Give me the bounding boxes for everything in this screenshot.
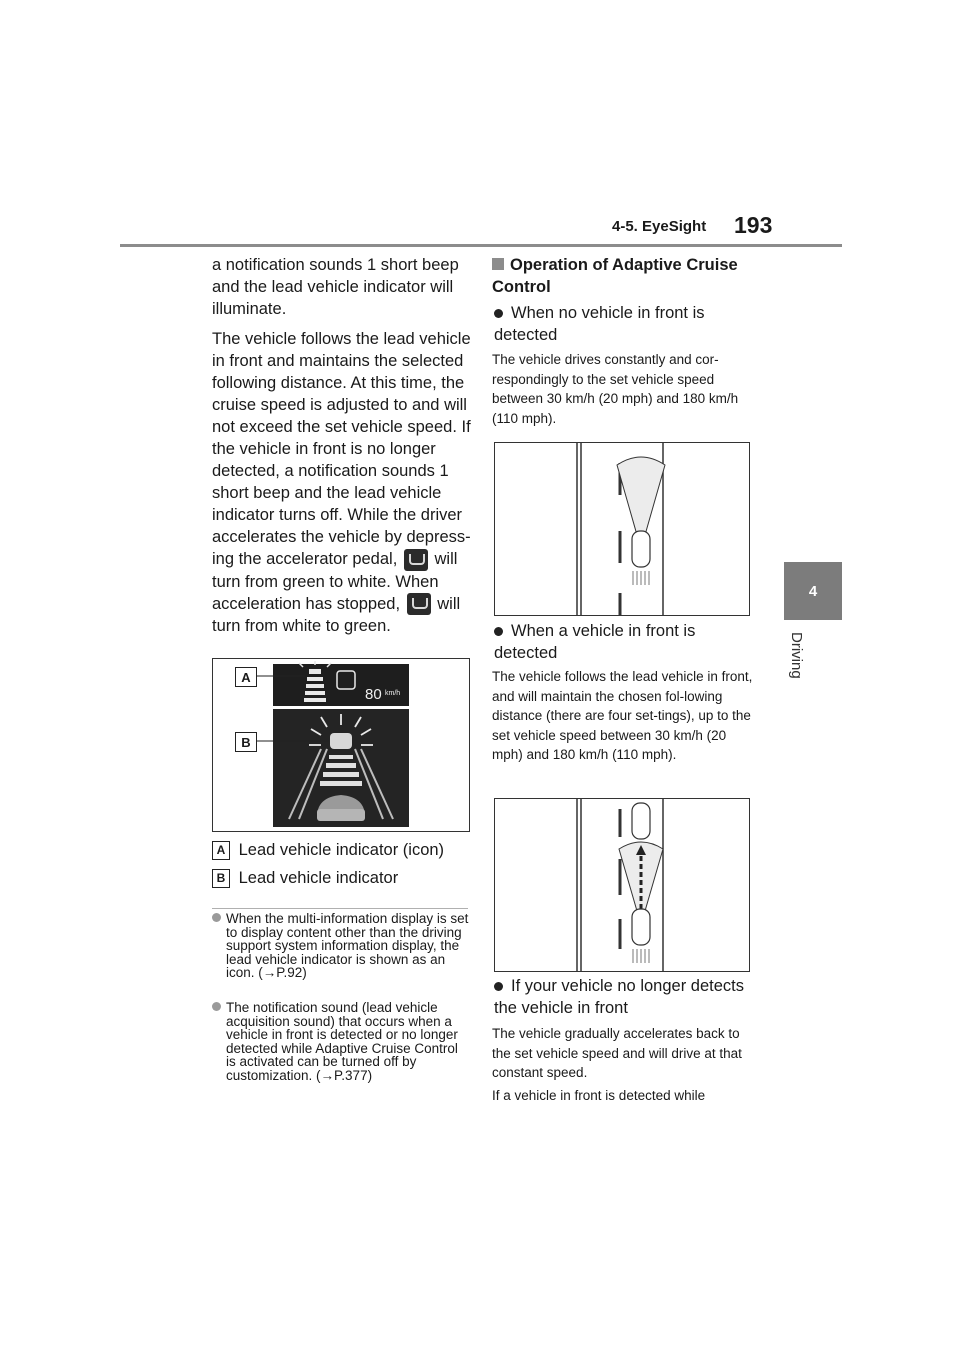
left-body-text xyxy=(212,254,474,645)
bullet-no-vehicle: When no vehicle in front is detected xyxy=(494,304,705,344)
bullet-icon xyxy=(494,627,503,636)
diagram-vehicle-detected xyxy=(494,798,750,972)
lead-vehicle-icon xyxy=(404,549,428,571)
lead-vehicle-icon xyxy=(407,593,431,615)
speed-unit: km/h xyxy=(385,690,401,697)
callout-a: A xyxy=(235,667,257,687)
bullet-vehicle-detected: When a vehicle in front is detected xyxy=(494,622,696,662)
paragraph-2: The vehicle follows the lead vehicle in front and maintains the selected following distance. At this time, the cruise speed is adjusted to and will not exceed the set vehicle speed. If the vehicle in front is no longer detected, a notification sounds 1 short beep and the lead vehicle indicator turns off. While the driver accelerates the vehicle by depress-ing the accelerator pedal, will turn from green to white. When acceleration has stopped, will turn from white to green. xyxy=(212,330,471,636)
paragraph-1: a notification sounds 1 short beep and the lead vehicle indicator will illuminate. xyxy=(212,256,459,318)
note-divider xyxy=(212,908,468,909)
bullet-no-longer-detected: If your vehicle no longer detects the vehicle in front xyxy=(494,977,744,1017)
page-number: 193 xyxy=(734,212,773,238)
continuation-text: If a vehicle in front is detected while xyxy=(492,1088,706,1103)
diagram-no-vehicle xyxy=(494,442,750,616)
note-2: The notification sound (lead vehicle acquisition sound) that occurs when a vehicle in front is detected or no longer detected while Adaptive Cruise Control is activated can be turned off by customization. (→P.377) xyxy=(212,1001,470,1082)
section-title: 4-5. EyeSight xyxy=(612,218,707,235)
display-figure xyxy=(212,658,470,832)
bullet-no-vehicle-text: The vehicle drives constantly and cor-respondingly to the set vehicle speed between 30 km/h (20 mph) and 180 km/h (110 mph). xyxy=(492,352,739,426)
callout-b: B xyxy=(235,732,257,752)
heading-square-icon xyxy=(492,258,504,270)
header-divider xyxy=(120,244,842,247)
note-1: When the multi-information display is set to display content other than the driving support system information display, the lead vehicle indicator is shown as an icon. (→P.92) xyxy=(212,912,470,980)
chapter-label: Driving xyxy=(788,632,805,679)
bullet-vehicle-detected-text: The vehicle follows the lead vehicle in front, and will maintain the chosen fol-lowing distance (there are four set-tings), up to the set vehicle speed between 30 km/h (20 mph) and 180 km/h (110 mph). xyxy=(492,669,753,762)
bullet-icon xyxy=(494,309,503,318)
chapter-tab[interactable]: 4 xyxy=(784,562,842,620)
note-bullet-icon xyxy=(212,1002,221,1011)
bullet-icon xyxy=(494,982,503,991)
legend-item-b: B Lead vehicle indicator xyxy=(212,869,474,888)
legend-item-a: A Lead vehicle indicator (icon) xyxy=(212,841,474,860)
bullet-no-longer-detected-text: The vehicle gradually accelerates back to the set vehicle speed and will drive at that constant speed. xyxy=(492,1026,742,1080)
operation-heading: Operation of Adaptive Cruise Control xyxy=(492,256,738,296)
speed-readout: 80 xyxy=(365,686,382,703)
note-bullet-icon xyxy=(212,913,221,922)
